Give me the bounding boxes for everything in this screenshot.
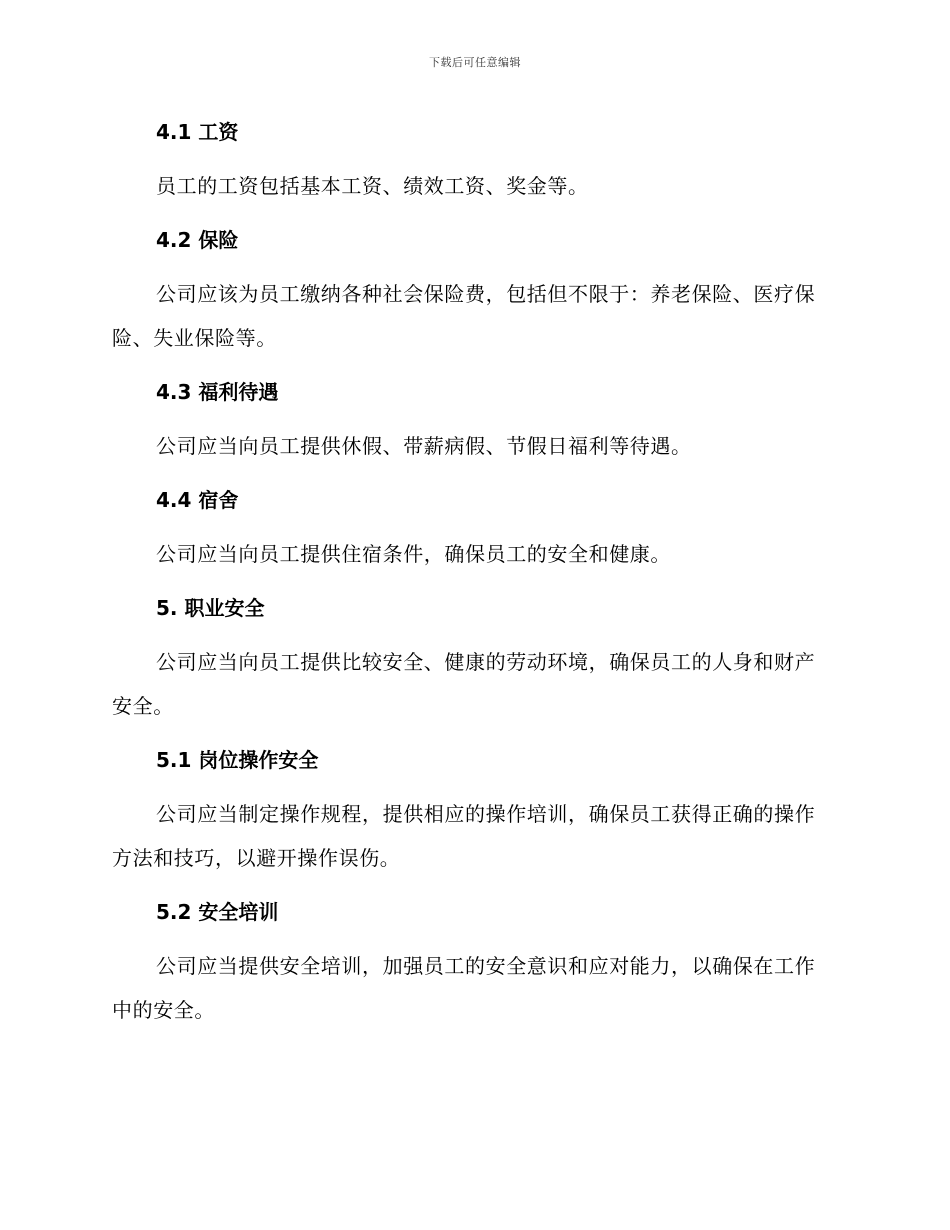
document-body — [112, 110, 832, 1042]
section-heading-4-1: 4.1 工资 — [156, 120, 239, 144]
section-heading-4-2: 4.2 保险 — [156, 228, 239, 252]
section-heading-5-2: 5.2 安全培训 — [156, 900, 279, 924]
section-heading-5-1: 5.1 岗位操作安全 — [156, 748, 319, 772]
section-paragraph-5: 公司应当向员工提供比较安全、健康的劳动环境，确保员工的人身和财产安全。 — [112, 650, 816, 718]
section-paragraph-4-3: 公司应当向员工提供休假、带薪病假、节假日福利等待遇。 — [156, 434, 692, 458]
section-heading-5: 5. 职业安全 — [156, 596, 265, 620]
section-paragraph-4-4: 公司应当向员工提供住宿条件，确保员工的安全和健康。 — [156, 542, 671, 566]
section-paragraph-4-2: 公司应该为员工缴纳各种社会保险费，包括但不限于：养老保险、医疗保险、失业保险等。 — [112, 282, 816, 350]
section-paragraph-5-2: 公司应当提供安全培训，加强员工的安全意识和应对能力，以确保在工作中的安全。 — [112, 954, 816, 1022]
section-heading-4-4: 4.4 宿舍 — [156, 488, 239, 512]
section-paragraph-4-1: 员工的工资包括基本工资、绩效工资、奖金等。 — [156, 174, 589, 198]
page-header: 下载后可任意编辑 — [429, 56, 521, 69]
section-paragraph-5-1: 公司应当制定操作规程，提供相应的操作培训，确保员工获得正确的操作方法和技巧，以避开操作误伤。 — [112, 802, 816, 870]
section-heading-4-3: 4.3 福利待遇 — [156, 380, 279, 404]
